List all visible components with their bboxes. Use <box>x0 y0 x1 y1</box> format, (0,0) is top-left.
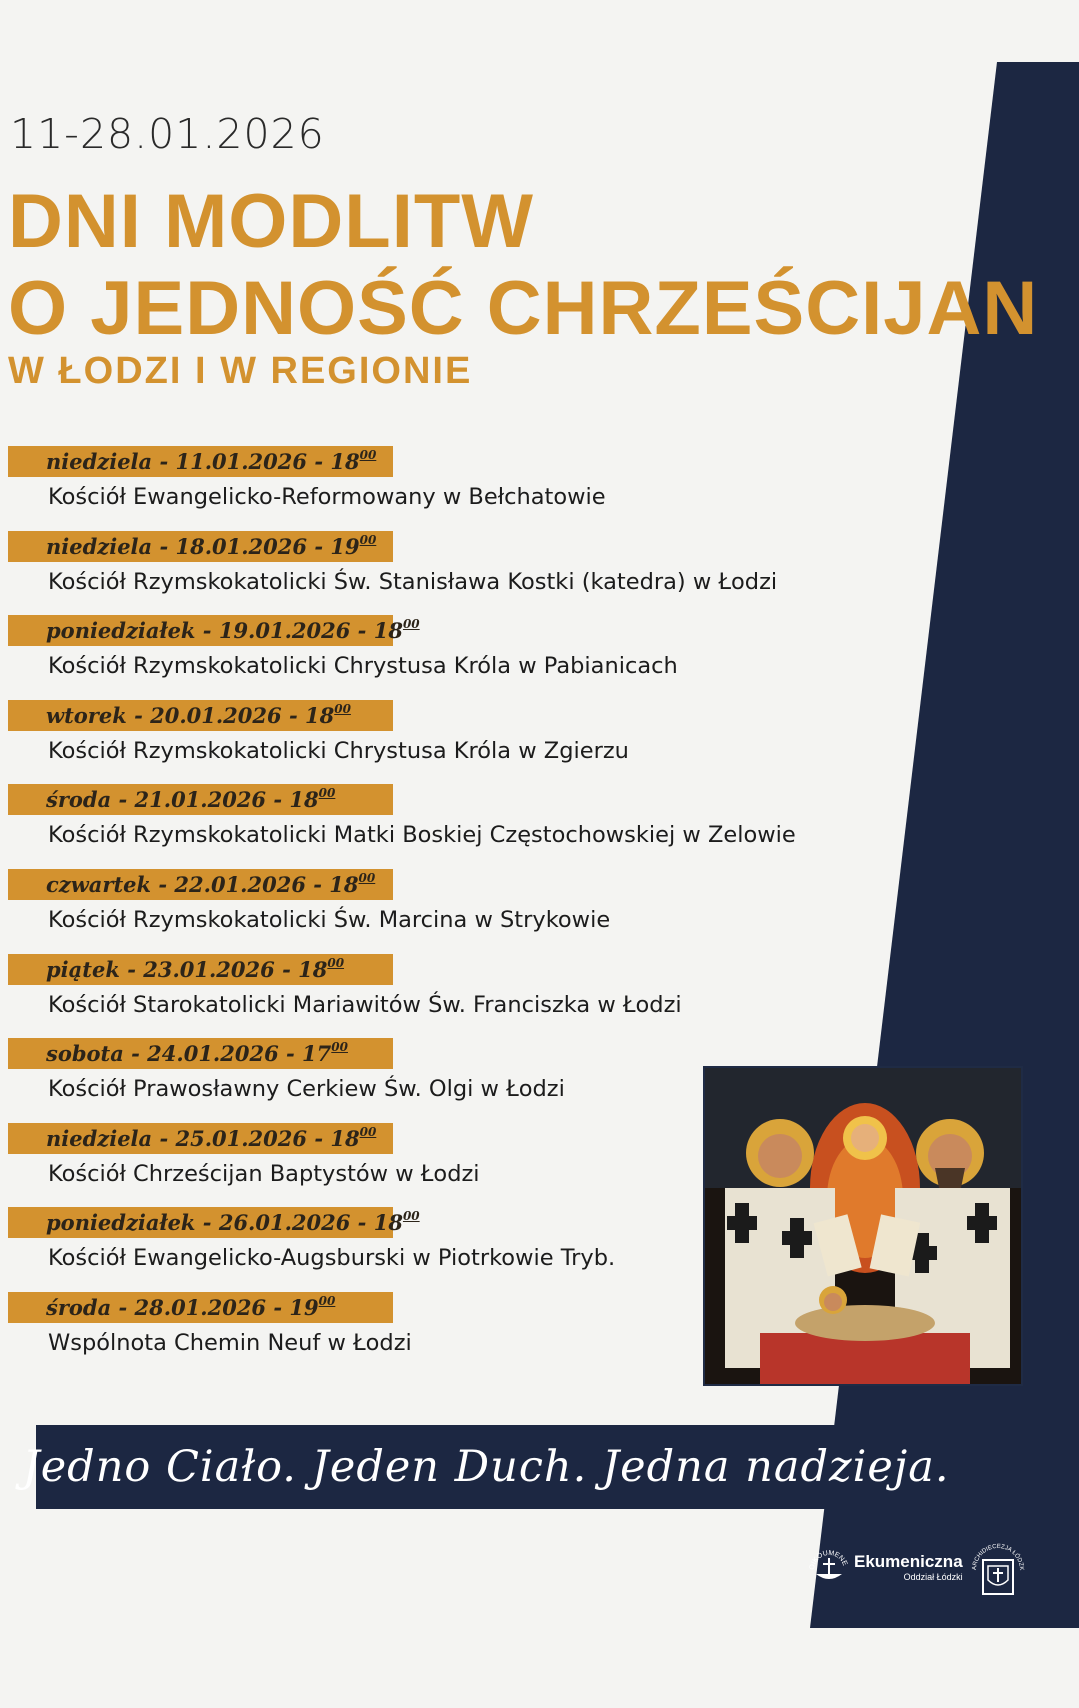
event-place: Kościół Rzymskokatolicki Chrystusa Króla w Zgierzu <box>48 737 629 764</box>
crest-icon <box>968 1540 1028 1600</box>
event-hour: 18 <box>373 618 403 644</box>
event-place: Kościół Rzymskokatolicki Matki Boskiej Częstochowskiej w Zelowie <box>48 822 796 849</box>
event-day: niedziela <box>46 449 153 474</box>
ekumeniczna-arc-text: OIKOUMENE <box>808 1549 849 1571</box>
event-date-banner: poniedziałek - $26.01.2026 - 18^{00}$ <box>8 1207 393 1238</box>
event-date: 23.01.2026 <box>143 956 275 982</box>
event-date: 20.01.2026 <box>150 702 282 728</box>
motto-banner <box>22 1425 950 1509</box>
event-hour: 18 <box>330 1125 360 1151</box>
event-day: wtorek <box>46 702 127 728</box>
event-date: 28.01.2026 <box>134 1294 267 1320</box>
ekumeniczna-name: Ekumeniczna <box>854 1552 963 1571</box>
event-day: piątek <box>46 956 120 982</box>
event-date: 18.01.2026 <box>175 533 308 559</box>
event-date-banner: poniedziałek - $19.01.2026 - 18^{00}$ <box>8 615 393 646</box>
event-place: Kościół Rzymskokatolicki Św. Marcina w Strykowie <box>48 906 611 933</box>
event-minutes: 00 <box>318 786 336 801</box>
event-date-banner: środa - $21.01.2026 - 18^{00}$ <box>8 784 393 815</box>
saints-icon <box>705 1068 1023 1386</box>
event-minutes: 00 <box>327 955 345 970</box>
crest-arc-text: ARCHIDIECEZJA ŁÓDZK <box>971 1543 1025 1571</box>
event-day: środa <box>46 1294 112 1320</box>
event-item <box>0 700 860 785</box>
event-date: 25.01.2026 <box>175 1125 308 1151</box>
event-place: Kościół Rzymskokatolicki Chrystusa Króla w Pabianicach <box>48 653 678 680</box>
event-minutes: 00 <box>318 1293 336 1308</box>
event-day: poniedziałek <box>46 618 196 644</box>
event-date: 24.01.2026 <box>147 1041 279 1067</box>
motto-text: Jedno Ciało. Jeden Duch. Jedna nadzieja. <box>22 1442 950 1492</box>
event-item <box>0 615 860 700</box>
event-item <box>0 531 860 616</box>
event-minutes: 00 <box>359 1124 377 1139</box>
event-date-banner: niedziela - $18.01.2026 - 19^{00}$ <box>8 531 393 562</box>
ekumeniczna-logo <box>808 1546 963 1588</box>
event-date-banner: środa - $28.01.2026 - 19^{00}$ <box>8 1292 393 1323</box>
oikoumene-ship-icon <box>808 1546 850 1588</box>
event-date: 19.01.2026 <box>218 618 351 644</box>
title-line-1: DNI MODLITW <box>8 179 535 264</box>
event-day: niedziela <box>46 533 153 559</box>
event-minutes: 00 <box>402 1209 420 1224</box>
event-hour: 17 <box>302 1041 332 1067</box>
event-day: czwartek <box>46 871 152 897</box>
event-minutes: 00 <box>359 532 377 547</box>
event-hour: 18 <box>330 449 360 474</box>
event-date: 11.01.2026 <box>175 449 308 474</box>
event-item <box>0 784 860 869</box>
event-hour: 18 <box>329 871 359 897</box>
event-date: 21.01.2026 <box>134 787 267 813</box>
event-minutes: 00 <box>359 448 377 462</box>
event-place: Kościół Starokatolicki Mariawitów Św. Franciszka w Łodzi <box>48 991 682 1018</box>
event-day: poniedziałek <box>46 1210 196 1236</box>
event-date-banner: wtorek - $20.01.2026 - 18^{00}$ <box>8 700 393 731</box>
event-minutes: 00 <box>331 1040 348 1055</box>
event-place: Kościół Ewangelicko-Augsburski w Piotrkowie Tryb. <box>48 1245 616 1272</box>
event-hour: 18 <box>298 956 328 982</box>
event-item <box>0 869 860 954</box>
event-day: środa <box>46 787 112 813</box>
event-item <box>0 446 860 531</box>
archdiocese-crest-logo <box>968 1540 1028 1604</box>
event-minutes: 00 <box>358 870 376 885</box>
event-date: 26.01.2026 <box>218 1210 351 1236</box>
event-date: 22.01.2026 <box>174 871 306 897</box>
event-date-banner: sobota - $24.01.2026 - 17^{00}$ <box>8 1038 393 1069</box>
event-date-banner: czwartek - $22.01.2026 - 18^{00}$ <box>8 869 393 900</box>
event-hour: 18 <box>304 702 335 728</box>
event-place: Kościół Chrześcijan Baptystów w Łodzi <box>48 1160 480 1187</box>
event-date-banner: niedziela - $25.01.2026 - 18^{00}$ <box>8 1123 393 1154</box>
event-minutes: 00 <box>402 617 420 632</box>
subtitle: W ŁODZI I W REGIONIE <box>8 350 473 392</box>
event-day: niedziela <box>46 1125 153 1151</box>
event-date-banner: niedziela - $11.01.2026 - 18^{00}$ <box>8 446 393 477</box>
event-hour: 18 <box>289 787 319 813</box>
title-line-2: O JEDNOŚĆ CHRZEŚCIJAN <box>8 266 1039 351</box>
event-hour: 18 <box>373 1210 403 1236</box>
event-date-banner: piątek - $23.01.2026 - 18^{00}$ <box>8 954 393 985</box>
ekumeniczna-subtitle: Oddział Łódzki <box>903 1572 963 1582</box>
event-hour: 19 <box>330 533 360 559</box>
event-place: Kościół Ewangelicko-Reformowany w Bełchatowie <box>48 484 606 510</box>
event-place: Wspólnota Chemin Neuf w Łodzi <box>48 1329 412 1356</box>
event-minutes: 00 <box>334 701 351 716</box>
event-hour: 19 <box>289 1294 319 1320</box>
event-place: Kościół Rzymskokatolicki Św. Stanisława Kostki (katedra) w Łodzi <box>48 568 778 595</box>
icon-painting-image <box>703 1066 1023 1386</box>
event-item <box>0 954 860 1039</box>
event-day: sobota <box>46 1041 124 1067</box>
event-place: Kościół Prawosławny Cerkiew Św. Olgi w Łodzi <box>48 1076 565 1103</box>
date-range: 11-28.01.2026 <box>10 110 325 158</box>
